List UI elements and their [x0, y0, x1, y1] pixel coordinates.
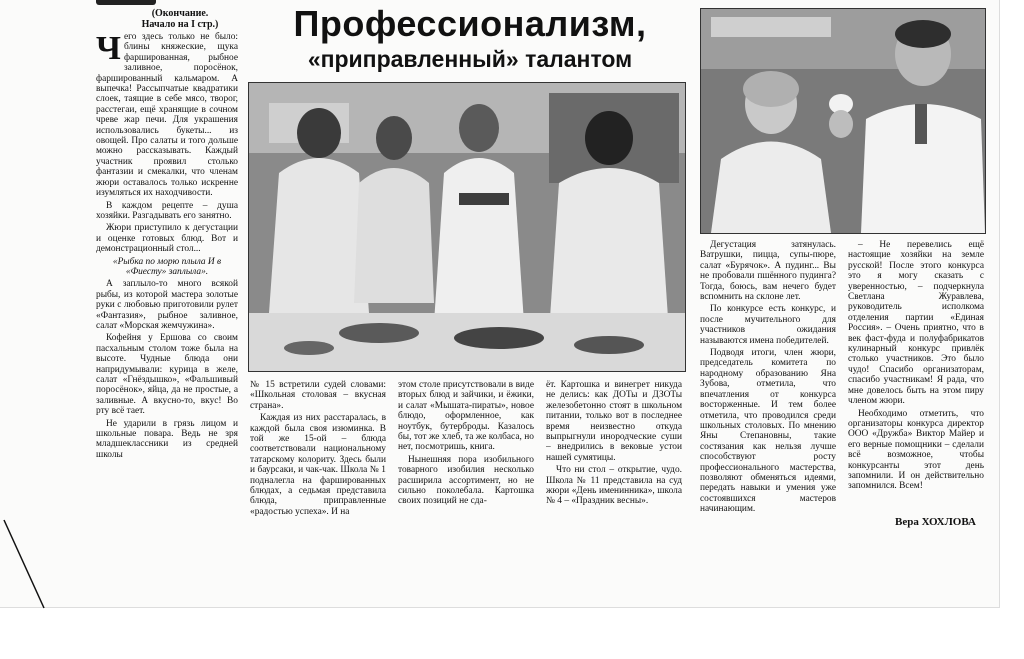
continuation-line-1: (Окончание.: [151, 8, 209, 19]
continuation-note: [120, 8, 240, 30]
col3-paragraph-2: Нынешняя пора изобильного товарного изобилия несколько расширила ассортимент, но не сильно поколебала. Картошка своих позиций не сда-: [398, 454, 534, 507]
col1-paragraph-5: А заплыло-то много всякой рыбы, из которой мастера золотые руки с любовью приготовили рулет «Фантазия», рыбное заливное, салат «Морская жемчужина».: [96, 279, 238, 331]
col1-paragraph-7: Не ударили в грязь лицом и школьные повара. Ведь не зря младшеклассники из средней школы: [96, 418, 238, 460]
cut-off-heading-fragment: [96, 0, 156, 5]
col1-paragraph-2: В каждом рецепте – душа хозяйки. Разгадывать его занятно.: [96, 200, 238, 221]
continuation-line-2: Начало на I стр.): [141, 19, 219, 30]
col6-paragraph-1: – Не перевелись ещё настоящие хозяйки на земле русской! После этого конкурса это я могу сказать с уверенностью, – подчеркнула Светлана Журавлева, руководитель исполкома отделения партии «Единая Россия». – Очень приятно, что в век фаст-фуда и полуфабрикатов кулинарный конкурс привлёк столько участников. Это было чудо! Спасибо организаторам, спасибо участникам! Я рада, что мне довелось быть на этом пиру членом жюри.: [848, 240, 984, 407]
main-photo: [248, 82, 686, 372]
col1-paragraph-1: его здесь только не было: блины княжеские, щука фаршированная, рыбное заливное, поросёнок, фаршированный кальмаром. А выпечка! Рассыпчатые квадратики слоек, таящие в себе мясо, творог, расстегаи, ещё хранящие в сочном чреве жар печи. Для украшения использовались букеты... из овощей. Про салаты и того дольше можно рассказывать. Каждый участник проявил столько фантазии и смекалки, что членам жюри оставалось только искренне изумляться их находчивости.: [96, 32, 238, 199]
article-headline: [250, 4, 690, 74]
drop-cap: Ч: [96, 32, 121, 67]
col4-paragraph-1: ёт. Картошка и винегрет никуда не делись: как ДОТы и ДЗОТы железобетонно стоят в школьном питании, только вот в последнее время неизвестно откуда выпрыгнули инородческие суши – внедрились в вековые устои нашей сумятицы.: [546, 380, 682, 463]
article-column-3: [398, 380, 534, 530]
col3-paragraph-1: этом столе присутствовали в виде вторых блюд и зайчики, и ёжики, и салат «Мышата-пираты», новое блюдо, оформленное, как ноутбук, бутерброды. Казалось бы, тот же хлеб, та же колбаса, но нет, посмотришь, книга.: [398, 380, 534, 453]
group-of-cooks-illustration: [249, 83, 685, 371]
col1-poem: «Рыбка по морю плыла И в «Фиесту» заплыла».: [112, 256, 222, 277]
pen-mark: [0, 0, 60, 620]
col5-paragraph-3: Подводя итоги, член жюри, председатель комитета по народному образованию Яна Зубова, отметила, что впечатления от конкурса восторженные. И тем более отметила, что проводился среди школьных столовых. По мнению Яны Степановны, такие состязания как нельзя лучше способствуют росту профессионального мастерства, позволяют обменяться идеями, передать навыки и умения уже состоявшихся мастеров начинающим.: [700, 348, 836, 515]
col2-paragraph-2: Каждая из них расстаралась, в каждой была своя изюминка. В той же 15-ой – блюда соответствовали национальному татарскому колориту. Здесь были и баурсаки, и чак-чак. Школа № 1 подналегла на фаршированных блюдах, а седьмая представила блюда, приправленные «радостью успеха». И на: [250, 413, 386, 517]
article-column-5: [700, 240, 836, 532]
article-column-1: [96, 32, 238, 532]
article-column-4: [546, 380, 682, 530]
col5-paragraph-1: Дегустация затянулась. Ватрушки, пицца, супы-пюре, салат «Бурячок». А пудинг... Вы не пробовали пшённого пудинга? Тогда, боюсь, вам нечего будет вспомнить на склоне лет.: [700, 240, 836, 303]
col2-paragraph-1: № 15 встретили судей словами: «Школьная столовая – вкусная страна».: [250, 380, 386, 411]
side-photo: [700, 8, 986, 234]
col4-paragraph-2: Что ни стол – открытие, чудо. Школа № 11 представила на суд жюри «День именинника», школа № 4 – «Праздник весны».: [546, 465, 682, 507]
headline-line-2: «приправленный» талантом: [307, 46, 633, 72]
author-signature: Вера ХОХЛОВА: [895, 516, 976, 528]
article-column-2: [250, 380, 386, 530]
col1-paragraph-3: Жюри приступило к дегустации и оценке готовых блюд. Вот и демонстрационный стол...: [96, 223, 238, 255]
col5-paragraph-2: По конкурсе есть конкурс, и после мучительного для участников ожидания называются имена победителей.: [700, 304, 836, 346]
col1-paragraph-6: Кофейня у Ершова со своим пасхальным столом тоже была на высоте. Чудные блюда они напридумывали: курица в желе, салат «Гнёздышко», «Фальшивый поросёнок», яйца, да не простые, а заливные. А вкусно-то, вкус! Во рту всё тает.: [96, 333, 238, 417]
headline-line-1: Профессионализм,: [293, 3, 647, 44]
col6-paragraph-2: Необходимо отметить, что организаторы конкурса директор ООО «Дружба» Виктор Майер и его верные помощники – сделали всё возможное, чтобы конкурсанты этот день запомнили. И он действительно запомнился. Всем!: [848, 408, 984, 492]
jury-members-illustration: [701, 9, 985, 233]
article-column-6: [848, 240, 984, 512]
